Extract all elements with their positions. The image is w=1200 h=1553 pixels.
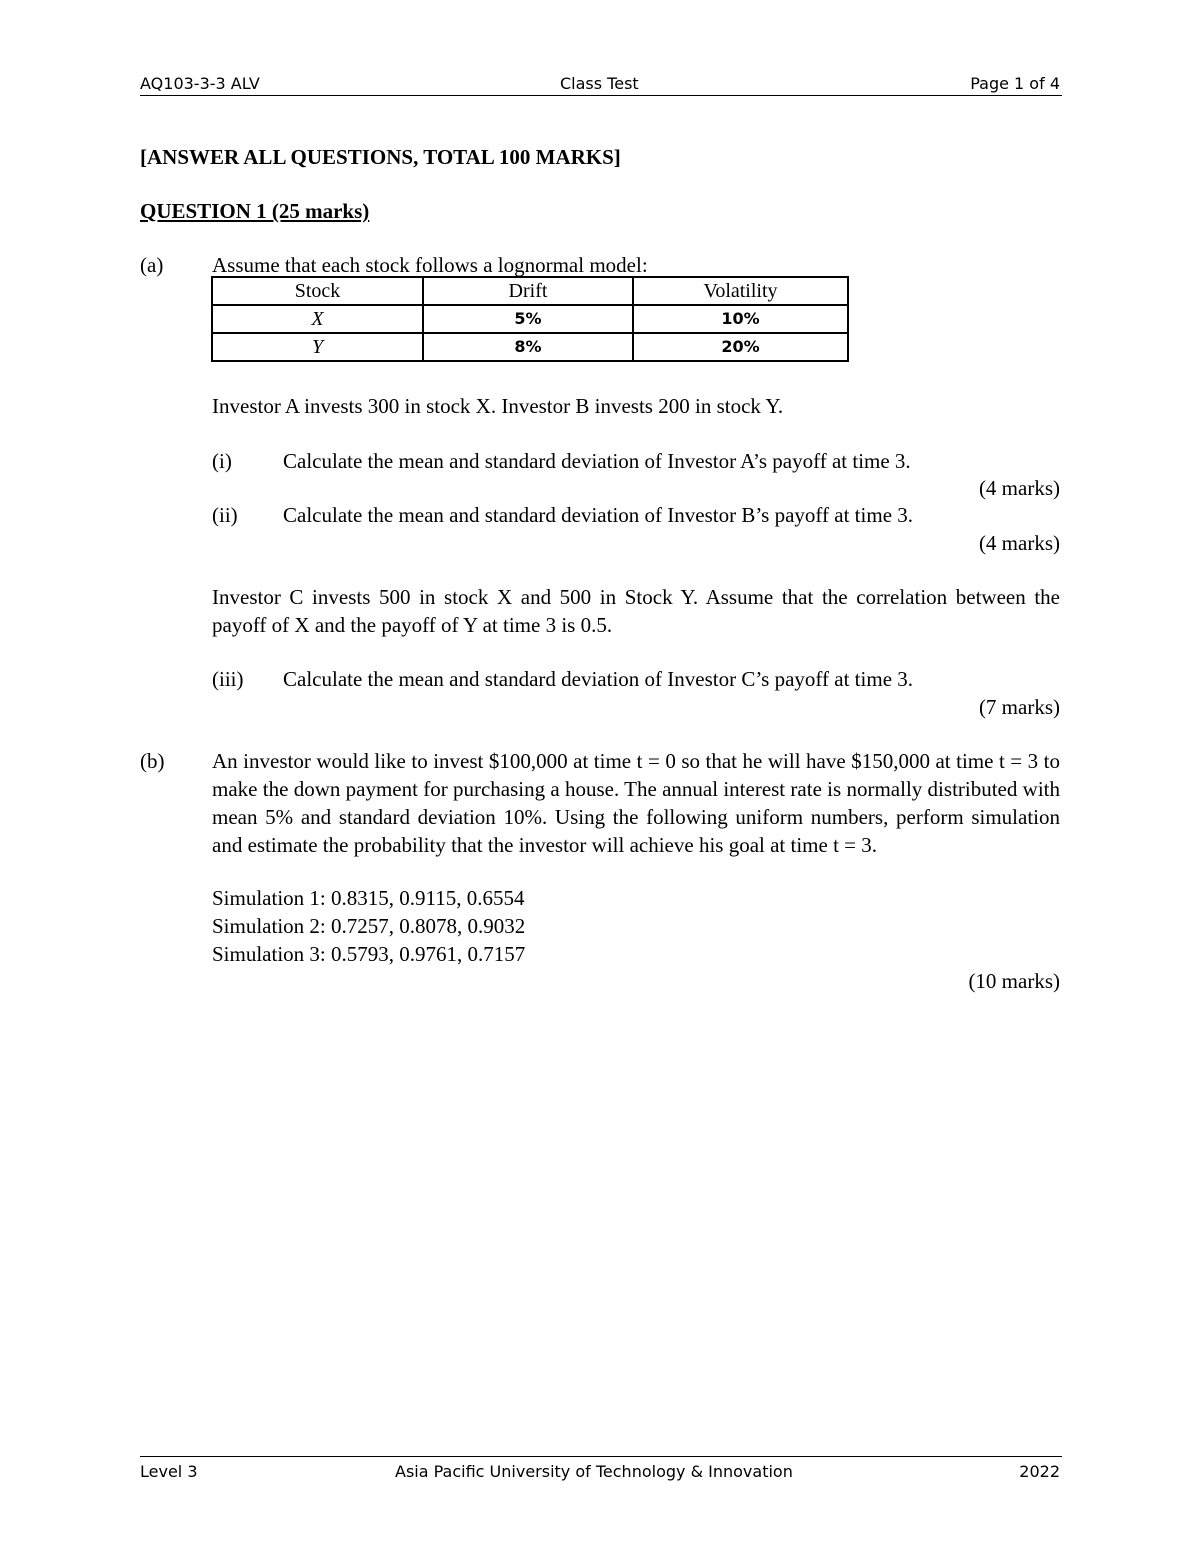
part-b-text: An investor would like to invest $100,000 at time t = 0 so that he will have $150,000 at time t = 3 to make the down payment for purchasing a house. The annual interest rate is normally distributed with mean 5% and standard deviation 10%. Using the following uniform numbers, perform simulation and estimate the probability that the investor will achieve his goal at time t = 3. bbox=[212, 749, 1060, 857]
stock-table bbox=[211, 276, 849, 362]
table-header-row bbox=[212, 277, 848, 305]
table-header-cell: Stock bbox=[212, 277, 423, 305]
sub-i-marks: (4 marks) bbox=[978, 476, 1060, 500]
footer-rule bbox=[140, 1456, 1062, 1457]
footer-level: Level 3 bbox=[140, 1462, 198, 1481]
table-cell: X bbox=[212, 305, 423, 333]
investors-statement: Investor A invests 300 in stock X. Investor B invests 200 in stock Y. bbox=[212, 394, 784, 418]
part-b-label: (b) bbox=[140, 749, 165, 773]
simulation-3: Simulation 3: 0.5793, 0.9761, 0.7157 bbox=[212, 942, 526, 966]
table-cell: 20% bbox=[633, 333, 848, 361]
sub-iii-label: (iii) bbox=[212, 667, 244, 691]
table-header-cell: Volatility bbox=[633, 277, 848, 305]
exam-instruction: [ANSWER ALL QUESTIONS, TOTAL 100 MARKS] bbox=[140, 145, 621, 169]
header-rule bbox=[140, 95, 1062, 96]
table-cell: 10% bbox=[633, 305, 848, 333]
table-row bbox=[212, 333, 848, 361]
question-1-title: QUESTION 1 (25 marks) bbox=[140, 199, 370, 223]
footer-year: 2022 bbox=[1019, 1462, 1060, 1481]
part-b-marks: (10 marks) bbox=[968, 969, 1060, 993]
table-cell: Y bbox=[212, 333, 423, 361]
header-page-number: Page 1 of 4 bbox=[970, 74, 1060, 93]
table-row bbox=[212, 305, 848, 333]
sub-ii-marks: (4 marks) bbox=[978, 531, 1060, 555]
table-header-cell: Drift bbox=[423, 277, 633, 305]
part-a-label: (a) bbox=[140, 253, 164, 277]
sub-i-text: Calculate the mean and standard deviation of Investor A’s payoff at time 3. bbox=[283, 449, 911, 473]
sub-iii-text: Calculate the mean and standard deviation of Investor C’s payoff at time 3. bbox=[283, 667, 914, 691]
investor-c-statement: Investor C invests 500 in stock X and 500 in Stock Y. Assume that the correlation between the payoff of X and the payoff of Y at time 3 is 0.5. bbox=[212, 585, 1060, 637]
simulation-2: Simulation 2: 0.7257, 0.8078, 0.9032 bbox=[212, 914, 526, 938]
simulation-1: Simulation 1: 0.8315, 0.9115, 0.6554 bbox=[212, 886, 525, 910]
header-module-code: AQ103-3-3 ALV bbox=[140, 74, 260, 93]
header-title: Class Test bbox=[560, 74, 639, 93]
sub-ii-text: Calculate the mean and standard deviation of Investor B’s payoff at time 3. bbox=[283, 503, 914, 527]
sub-i-label: (i) bbox=[212, 449, 232, 473]
table-cell: 5% bbox=[423, 305, 633, 333]
sub-ii-label: (ii) bbox=[212, 503, 238, 527]
footer-university: Asia Pacific University of Technology & Innovation bbox=[395, 1462, 793, 1481]
table-cell: 8% bbox=[423, 333, 633, 361]
part-a-intro: Assume that each stock follows a lognormal model: bbox=[212, 253, 648, 277]
sub-iii-marks: (7 marks) bbox=[978, 695, 1060, 719]
